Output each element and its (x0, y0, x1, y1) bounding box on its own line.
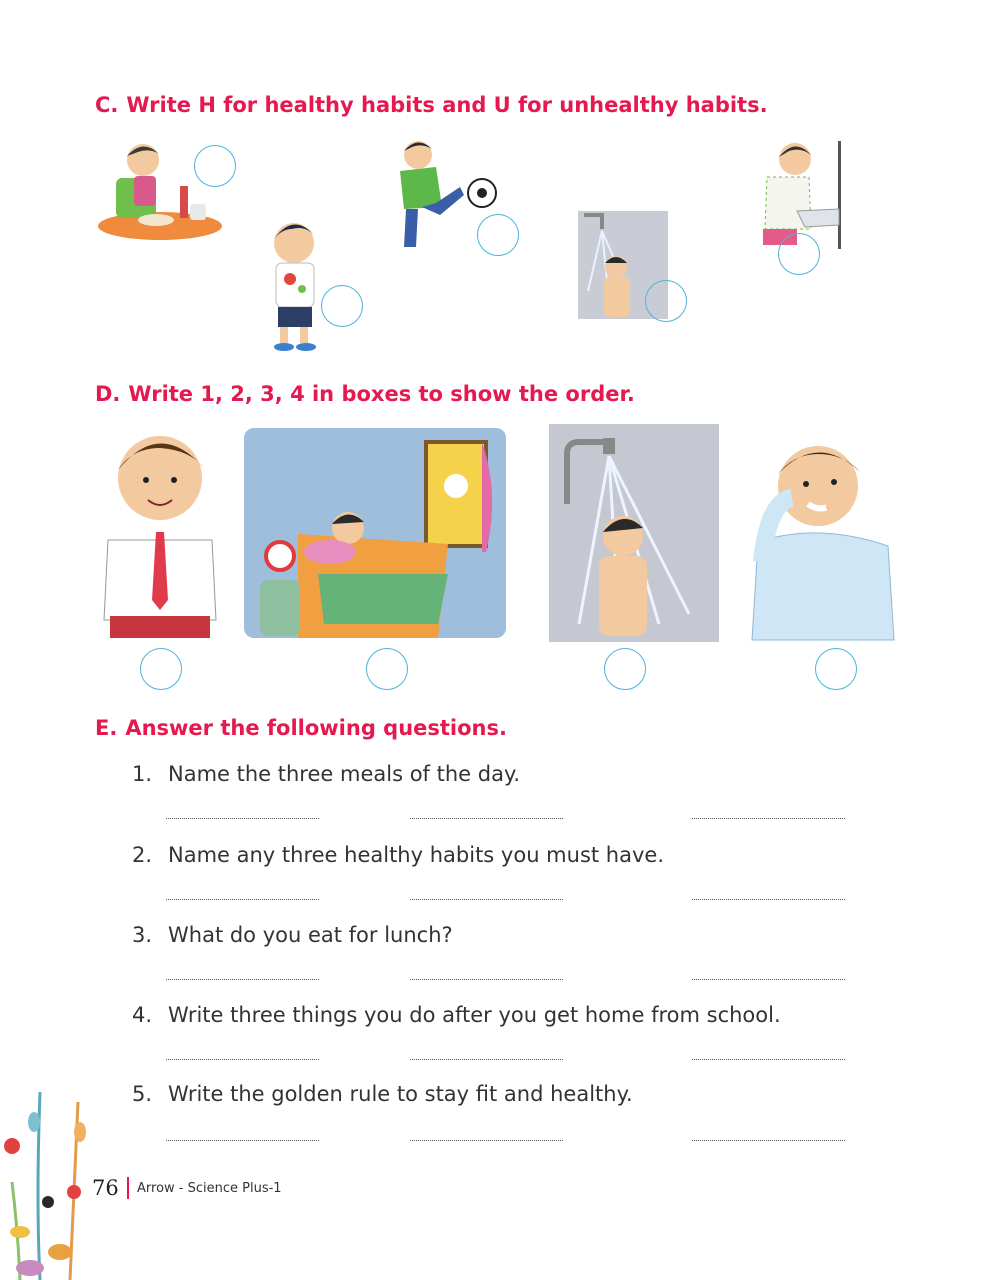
decorative-flowers-illustration (0, 1082, 100, 1280)
section-e-heading (95, 716, 507, 740)
child-taking-shower-illustration (549, 424, 719, 642)
section-e-letter: E. (95, 716, 118, 740)
answer-line-1b[interactable] (410, 818, 563, 819)
section-e-text: Answer the following questions. (125, 716, 507, 740)
footer-separator (127, 1177, 129, 1199)
answer-line-5b[interactable] (410, 1140, 563, 1141)
answer-line-5c[interactable] (692, 1140, 845, 1141)
answer-line-1c[interactable] (692, 818, 845, 819)
answer-line-4a[interactable] (166, 1059, 319, 1060)
section-c-letter: C. (95, 93, 119, 117)
child-with-dirty-shirt-illustration (262, 215, 332, 353)
section-d-text: Write 1, 2, 3, 4 in boxes to show the order. (128, 382, 635, 406)
answer-line-1a[interactable] (166, 818, 319, 819)
section-d-heading (95, 382, 635, 406)
question-text: What do you eat for lunch? (168, 923, 453, 947)
child-brushing-teeth-illustration (748, 422, 898, 642)
child-waking-up-in-bed-illustration (238, 424, 510, 642)
answer-line-2b[interactable] (410, 899, 563, 900)
order-circle-d1[interactable] (140, 648, 182, 690)
section-c-text: Write H for healthy habits and U for unhealthy habits. (126, 93, 768, 117)
answer-line-4b[interactable] (410, 1059, 563, 1060)
order-circle-d2[interactable] (366, 648, 408, 690)
answer-line-5a[interactable] (166, 1140, 319, 1141)
question-text: Name any three healthy habits you must have. (168, 843, 664, 867)
answer-line-2a[interactable] (166, 899, 319, 900)
question-5 (132, 1082, 633, 1106)
page-number: 76 (92, 1176, 119, 1200)
question-4 (132, 1003, 781, 1027)
answer-circle-c2[interactable] (321, 285, 363, 327)
section-c-heading (95, 93, 768, 117)
question-3 (132, 923, 453, 947)
question-text: Write three things you do after you get home from school. (168, 1003, 781, 1027)
answer-line-3c[interactable] (692, 979, 845, 980)
question-text: Name the three meals of the day. (168, 762, 521, 786)
question-number: 2. (132, 843, 153, 867)
answer-circle-c4[interactable] (645, 280, 687, 322)
question-text: Write the golden rule to stay fit and healthy. (168, 1082, 633, 1106)
answer-line-4c[interactable] (692, 1059, 845, 1060)
question-number: 1. (132, 762, 153, 786)
question-2 (132, 843, 664, 867)
question-number: 5. (132, 1082, 153, 1106)
answer-line-3b[interactable] (410, 979, 563, 980)
question-1 (132, 762, 520, 786)
answer-circle-c3[interactable] (477, 214, 519, 256)
answer-line-2c[interactable] (692, 899, 845, 900)
answer-circle-c1[interactable] (194, 145, 236, 187)
order-circle-d4[interactable] (815, 648, 857, 690)
section-d-letter: D. (95, 382, 121, 406)
order-circle-d3[interactable] (604, 648, 646, 690)
child-in-school-uniform-illustration (98, 420, 224, 638)
question-number: 4. (132, 1003, 153, 1027)
question-number: 3. (132, 923, 153, 947)
answer-circle-c5[interactable] (778, 233, 820, 275)
answer-line-3a[interactable] (166, 979, 319, 980)
book-title: Arrow - Science Plus-1 (137, 1181, 282, 1196)
